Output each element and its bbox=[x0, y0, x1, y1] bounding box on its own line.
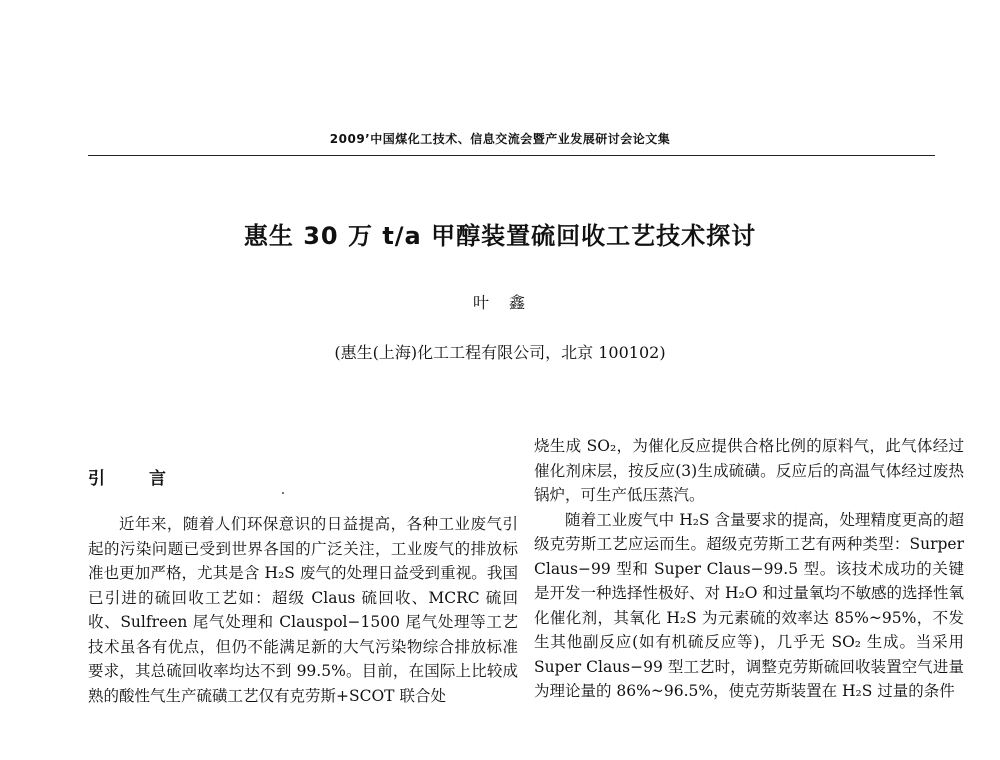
paper-title: 惠生 30 万 t/a 甲醇装置硫回收工艺技术探讨 bbox=[243, 222, 757, 250]
header-rule bbox=[88, 155, 935, 156]
scan-speck bbox=[282, 492, 284, 494]
running-header: 2009’中国煤化工技术、信息交流会暨产业发展研讨会论文集 bbox=[329, 132, 671, 146]
body-paragraph: 近年来，随着人们环保意识的日益提高，各种工业废气引起的污染问题已受到世界各国的广泛关注，工业废气的排放标准也更加严格，尤其是含 H₂S 废气的处理日益受到重视。我国已引进的硫回收工艺如：超级 Claus 硫回收、MCRC 硫回收、Sulfreen 尾气处理和 Clauspol−1500 尾气处理等工艺技术虽各有优点，但仍不能满足新的大气污染物综合排放标准要求，其总硫回收率均达不到 99.5%。目前，在国际上比较成熟的酸性气生产硫磺工艺仅有克劳斯+SCOT 联合处 bbox=[88, 515, 518, 705]
body-paragraph: 随着工业废气中 H₂S 含量要求的提高，处理精度更高的超级克劳斯工艺应运而生。超级克劳斯工艺有两种类型：Surper Claus−99 型和 Super Claus−99.5 型。该技术成功的关键是开发一种选择性极好、对 H₂O 和过量氧均不敏感的选择性氧化催化剂，其氧化 H₂S 为元素硫的效率达 85%~95%，不发生其他副反应(如有机硫反应等)，几乎无 SO₂ 生成。当采用 Super Claus−99 型工艺时，调整克劳斯硫回收装置空气进量为理论量的 86%~96.5%，使克劳斯装置在 H₂S 过量的条件 bbox=[534, 510, 964, 700]
body-paragraph-continued: 烧生成 SO₂，为催化反应提供合格比例的原料气，此气体经过催化剂床层，按反应(3)生成硫磺。反应后的高温气体经过废热锅炉，可生产低压蒸汽。 bbox=[534, 437, 964, 504]
author-name: 叶 鑫 bbox=[472, 293, 527, 312]
left-column bbox=[88, 512, 518, 708]
section-heading-introduction: 引言 bbox=[88, 469, 210, 489]
author-affiliation: (惠生(上海)化工工程有限公司，北京 100102) bbox=[334, 343, 666, 362]
right-column bbox=[534, 434, 964, 704]
